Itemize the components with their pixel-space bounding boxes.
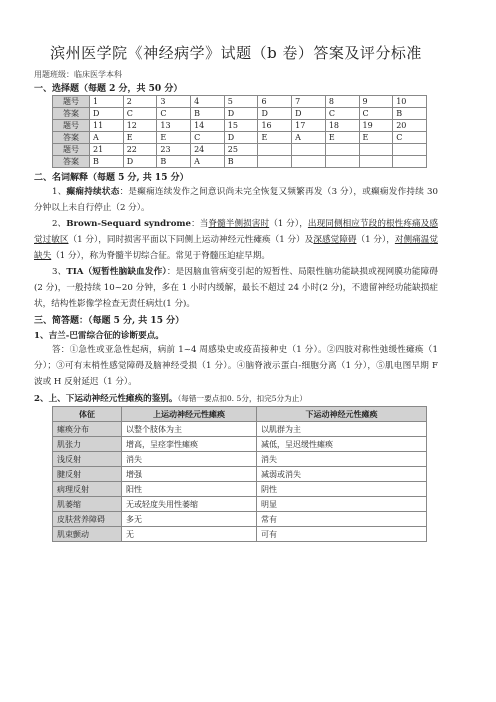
answer-table-row (53, 108, 427, 120)
answer-row-label: 答案 (53, 132, 90, 144)
answer-table-row (53, 156, 427, 168)
answer-cell: 3 (157, 96, 191, 108)
answer-cell (325, 156, 359, 168)
answer-table-row (53, 96, 427, 108)
comparison-value-cell: 消失 (122, 452, 257, 467)
answer-cell: E (359, 132, 393, 144)
comparison-value-cell: 明显 (257, 497, 427, 512)
answer-cell (292, 156, 326, 168)
comparison-value-cell: 增高，呈痉挛性瘫痪 (122, 437, 257, 452)
section-choice-heading: 一、选择题（每题 2 分，共 50 分） (34, 84, 183, 94)
answer-cell: A (90, 132, 124, 144)
answer-cell: C (123, 108, 157, 120)
comparison-sign-cell: 病理反射 (53, 482, 122, 497)
comparison-header-cell: 体征 (53, 407, 122, 422)
answer-cell: 10 (393, 96, 427, 108)
term-2-text: ：当 (191, 219, 209, 229)
comparison-table (52, 406, 427, 542)
answer-cell: 9 (359, 96, 393, 108)
comparison-row (53, 527, 427, 542)
answer-cell: E (123, 132, 157, 144)
answer-cell: 18 (325, 120, 359, 132)
answer-cell: C (359, 108, 393, 120)
answer-cell (258, 144, 292, 156)
comparison-value-cell: 无或轻度失用性萎缩 (122, 497, 257, 512)
answer-cell: E (258, 132, 292, 144)
answer-cell: 15 (224, 120, 258, 132)
comparison-row (53, 437, 427, 452)
comparison-value-cell: 可有 (257, 527, 427, 542)
comparison-row (53, 452, 427, 467)
answer-cell (325, 144, 359, 156)
comparison-value-cell: 以肌群为主 (257, 422, 427, 437)
term-2-text: （1 分），同时损害平面以下同侧上运动神经元性瘫痪（1 分）及 (68, 235, 314, 245)
comparison-value-cell: 减弱或消失 (257, 467, 427, 482)
answer-cell: 11 (90, 120, 124, 132)
answer-cell: D (258, 108, 292, 120)
term-2-underline: 出现同侧相应节段的根性疼痛及感觉过敏区 (34, 219, 438, 245)
term-1-text: ：是癫痫连续发作之间意识尚未完全恢复又频繁再发（3 分），或癫痫发作持续 30 分钟以上未自行停止（2 分）。 (34, 187, 438, 213)
answer-row-label: 答案 (53, 108, 90, 120)
comparison-header-cell: 上运动神经元性瘫痪 (122, 407, 257, 422)
term-2-underline: 深感觉障碍 (313, 235, 357, 245)
answer-cell: 21 (90, 144, 124, 156)
answer-cell: C (325, 108, 359, 120)
answer-cell: 5 (224, 96, 258, 108)
section-terms-heading: 二、名词解释（每题 5 分, 共 15 分） (34, 173, 189, 183)
answer-cell: C (191, 132, 225, 144)
term-3-term: TIA（短暂性脑缺血发作） (66, 267, 167, 277)
answer-cell: 1 (90, 96, 124, 108)
answer-cell: C (157, 108, 191, 120)
comparison-sign-cell: 肌束颤动 (53, 527, 122, 542)
answer-table-row (53, 132, 427, 144)
answer-cell: E (157, 132, 191, 144)
answer-cell: B (90, 156, 124, 168)
answer-cell: D (292, 108, 326, 120)
answer-cell: B (393, 108, 427, 120)
answer-cell: D (224, 108, 258, 120)
comparison-header-cell: 下运动神经元性瘫痪 (257, 407, 427, 422)
question-2-number: 2、 (34, 394, 49, 404)
answer-cell (359, 144, 393, 156)
comparison-value-cell: 常有 (257, 512, 427, 527)
comparison-sign-cell: 肌张力 (53, 437, 122, 452)
comparison-sign-cell: 皮肤营养障碍 (53, 512, 122, 527)
answer-row-label: 题号 (53, 144, 90, 156)
comparison-value-cell: 增强 (122, 467, 257, 482)
answer-cell: 13 (157, 120, 191, 132)
document-title: 滨州医学院《神经病学》试题（b 卷）答案及评分标准 (50, 44, 422, 62)
answer-cell: B (224, 156, 258, 168)
answer-cell (292, 144, 326, 156)
comparison-row (53, 512, 427, 527)
comparison-row (53, 467, 427, 482)
term-2-underline: 脊髓半侧损害时 (208, 219, 270, 229)
term-1 (34, 184, 438, 216)
answer-cell: A (292, 132, 326, 144)
answer-cell: 25 (224, 144, 258, 156)
term-2-term: Brown-Sequard syndrome (66, 219, 191, 229)
question-2-text: 上、下运动神经元性瘫痪的鉴别。 (48, 394, 178, 404)
answer-row-label: 答案 (53, 156, 90, 168)
answer-cell: 4 (191, 96, 225, 108)
answer-cell: 7 (292, 96, 326, 108)
comparison-value-cell: 无 (122, 527, 257, 542)
term-1-term: 癫痫持续状态 (66, 187, 120, 197)
term-3-text: ：是因脑血管病变引起的短暂性、局限性脑功能缺损或视网膜功能障碍(2 分)，一般持续 10~20 分钟，多在 1 小时内缓解，最长不超过 24 小时(2 分)，不遗留神经功能缺损症状，结构性影像学检查无责任病灶(1 分)。 (34, 267, 438, 309)
term-1-number: 1、 (52, 187, 67, 197)
class-line: 用题班级：临床医学本科 (34, 70, 122, 79)
answer-cell: B (191, 108, 225, 120)
answer-cell: A (191, 156, 225, 168)
answer-cell: 2 (123, 96, 157, 108)
term-2-text: （1 分），称为脊髓半切综合征。常见于脊髓压迫症早期。 (51, 251, 270, 261)
answer-cell: C (393, 132, 427, 144)
answer-cell: 20 (393, 120, 427, 132)
answer-table-row (53, 120, 427, 132)
question-1-title: 1、吉兰-巴雷综合征的诊断要点。 (34, 331, 164, 341)
answer-table (52, 95, 427, 168)
answer-table-row (53, 144, 427, 156)
comparison-value-cell: 阴性 (257, 482, 427, 497)
comparison-sign-cell: 浅反射 (53, 452, 122, 467)
answer-cell: D (123, 156, 157, 168)
answer-row-label: 题号 (53, 120, 90, 132)
answer-cell: 17 (292, 120, 326, 132)
answer-cell: 23 (157, 144, 191, 156)
term-2-text: （1 分）， (356, 235, 395, 245)
term-3 (34, 264, 438, 312)
answer-row-label: 题号 (53, 96, 90, 108)
comparison-sign-cell: 瘫痪分布 (53, 422, 122, 437)
answer-cell: 16 (258, 120, 292, 132)
comparison-value-cell: 多无 (122, 512, 257, 527)
question-2-title (34, 392, 438, 404)
section-short-answer-heading: 三、简答题：（每题 5 分, 共 15 分） (34, 316, 185, 326)
comparison-row (53, 482, 427, 497)
term-2-text: （1 分）， (269, 219, 308, 229)
comparison-value-cell: 消失 (257, 452, 427, 467)
comparison-row (53, 497, 427, 512)
answer-cell (393, 144, 427, 156)
comparison-value-cell: 减低，呈迟缓性瘫痪 (257, 437, 427, 452)
comparison-value-cell: 以整个肢体为主 (122, 422, 257, 437)
answer-cell: 6 (258, 96, 292, 108)
comparison-value-cell: 阳性 (122, 482, 257, 497)
term-2-underline: 对侧痛温觉缺失 (34, 235, 438, 261)
answer-cell: B (157, 156, 191, 168)
answer-cell: 22 (123, 144, 157, 156)
answer-cell: D (90, 108, 124, 120)
answer-cell (258, 156, 292, 168)
question-2-note: （每错一要点扣0. 5分，扣完5分为止） (177, 394, 307, 403)
answer-cell: 12 (123, 120, 157, 132)
term-3-number: 3、 (52, 267, 67, 277)
comparison-sign-cell: 腱反射 (53, 467, 122, 482)
comparison-row (53, 422, 427, 437)
answer-cell: E (325, 132, 359, 144)
answer-cell: D (224, 132, 258, 144)
term-2 (34, 216, 438, 264)
term-2-number: 2、 (52, 219, 67, 229)
answer-cell: 8 (325, 96, 359, 108)
answer-cell: 24 (191, 144, 225, 156)
answer-cell (393, 156, 427, 168)
answer-cell (359, 156, 393, 168)
question-1-answer: 答：①急性或亚急性起病，病前 1~4 周感染史或疫苗接种史（1 分）。②四肢对称性弛缓性瘫痪（1 分）；③可有末梢性感觉障碍及脑神经受损（1 分）。④脑脊液示蛋白-细胞分离（1 分），⑤肌电图早期 F 波或 H 反射延迟（1 分）。 (34, 345, 438, 387)
comparison-sign-cell: 肌萎缩 (53, 497, 122, 512)
answer-cell: 14 (191, 120, 225, 132)
answer-cell: 19 (359, 120, 393, 132)
